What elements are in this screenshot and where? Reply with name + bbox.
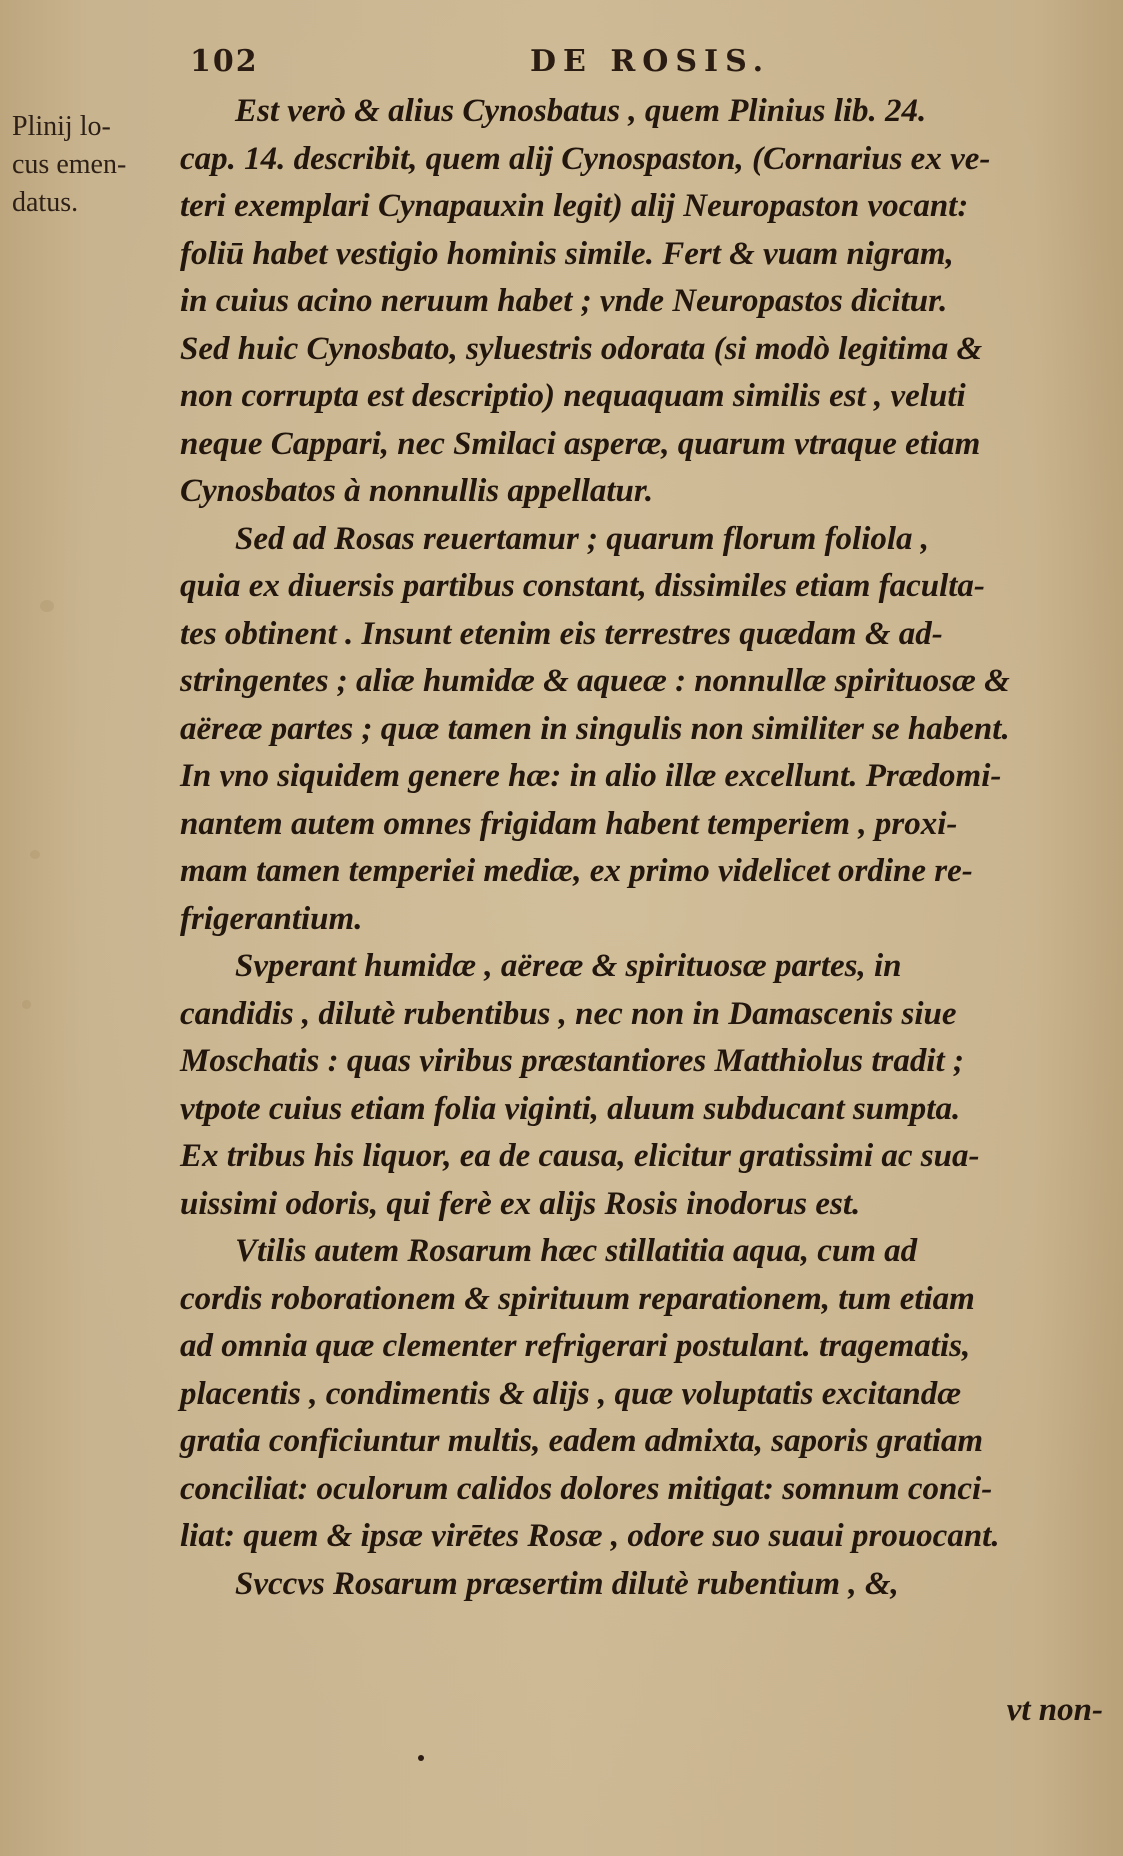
- text-line: stringentes ; aliæ humidæ & aqueæ : nonnullæ spirituosæ &: [180, 663, 1010, 699]
- text-line: Moschatis : quas viribus præstantiores Matthiolus tradit ;: [180, 1043, 964, 1079]
- text-line: Ex tribus his liquor, ea de causa, elicitur gratissimi ac sua-: [180, 1138, 980, 1174]
- text-line: uissimi odoris, qui ferè ex alijs Rosis inodorus est.: [180, 1185, 861, 1222]
- text-line: neque Cappari, nec Smilaci asperæ, quarum vtraque etiam: [180, 425, 981, 462]
- text-line: cap. 14. describit, quem alij Cynospaston, (Cornarius ex ve-: [180, 140, 991, 177]
- catchword: vt non-: [1006, 1692, 1103, 1728]
- text-line: Svccvs Rosarum præsertim dilutè rubentium , &,: [235, 1565, 899, 1602]
- page-number: 102: [190, 44, 259, 79]
- text-line: Sed ad Rosas reuertamur ; quarum florum foliola ,: [235, 520, 930, 557]
- text-line: nantem autem omnes frigidam habent temperiem , proxi-: [180, 805, 958, 842]
- text-line: frigerantium.: [180, 900, 363, 937]
- running-head-title: DE ROSIS.: [530, 44, 771, 79]
- text-line: vtpote cuius etiam folia viginti, aluum subducant sumpta.: [180, 1090, 961, 1127]
- paper-stain: [30, 850, 40, 859]
- paper-stain: [22, 1000, 31, 1009]
- text-line: non corrupta est descriptio) nequaquam similis est , veluti: [180, 378, 966, 414]
- text-line: In vno siquidem genere hæ: in alio illæ excellunt. Prædomi-: [180, 758, 1002, 794]
- text-line: aëreæ partes ; quæ tamen in singulis non similiter se habent.: [180, 710, 1010, 747]
- text-line: conciliat: oculorum calidos dolores mitigat: somnum conci-: [180, 1470, 993, 1507]
- text-line: foliū habet vestigio hominis simile. Fert & vuam nigram,: [180, 235, 954, 272]
- text-line: in cuius acino neruum habet ; vnde Neuropastos dicitur.: [180, 283, 948, 319]
- marginal-note-line: Plinij lo-: [12, 111, 111, 142]
- text-line: ad omnia quæ clementer refrigerari postulant. tragematis,: [180, 1328, 971, 1364]
- text-line: teri exemplari Cynapauxin legit) alij Neuropaston vocant:: [180, 188, 969, 224]
- text-line: Sed huic Cynosbato, syluestris odorata (si modò legitima &: [180, 330, 983, 367]
- marginal-note-line: datus.: [12, 187, 79, 218]
- text-line: placentis , condimentis & alijs , quæ voluptatis excitandæ: [180, 1375, 962, 1412]
- text-line: liat: quem & ipsæ virētes Rosæ , odore suo suaui prouocant.: [180, 1518, 1000, 1554]
- text-line: Cynosbatos à nonnullis appellatur.: [180, 473, 654, 509]
- text-line: quia ex diuersis partibus constant, dissimiles etiam faculta-: [180, 568, 985, 604]
- text-line: Vtilis autem Rosarum hæc stillatitia aqua, cum ad: [235, 1233, 918, 1269]
- text-line: Est verò & alius Cynosbatus , quem Plinius lib. 24.: [235, 93, 927, 129]
- marginal-note-line: cus emen-: [12, 149, 127, 180]
- body-text: [180, 88, 1110, 1608]
- text-line: mam tamen temperiei mediæ, ex primo videlicet ordine re-: [180, 853, 973, 889]
- text-line: Svperant humidæ , aëreæ & spirituosæ partes, in: [235, 948, 902, 984]
- text-line: candidis , dilutè rubentibus , nec non in Damascenis siue: [180, 995, 957, 1032]
- text-line: cordis roborationem & spirituum reparationem, tum etiam: [180, 1280, 975, 1317]
- paper-stain: [40, 600, 54, 612]
- text-line: gratia conficiuntur multis, eadem admixta, saporis gratiam: [180, 1423, 984, 1459]
- ink-dot: [418, 1755, 424, 1761]
- running-head: [190, 44, 910, 84]
- text-line: tes obtinent . Insunt etenim eis terrestres quædam & ad-: [180, 615, 943, 652]
- marginal-note: [12, 108, 172, 222]
